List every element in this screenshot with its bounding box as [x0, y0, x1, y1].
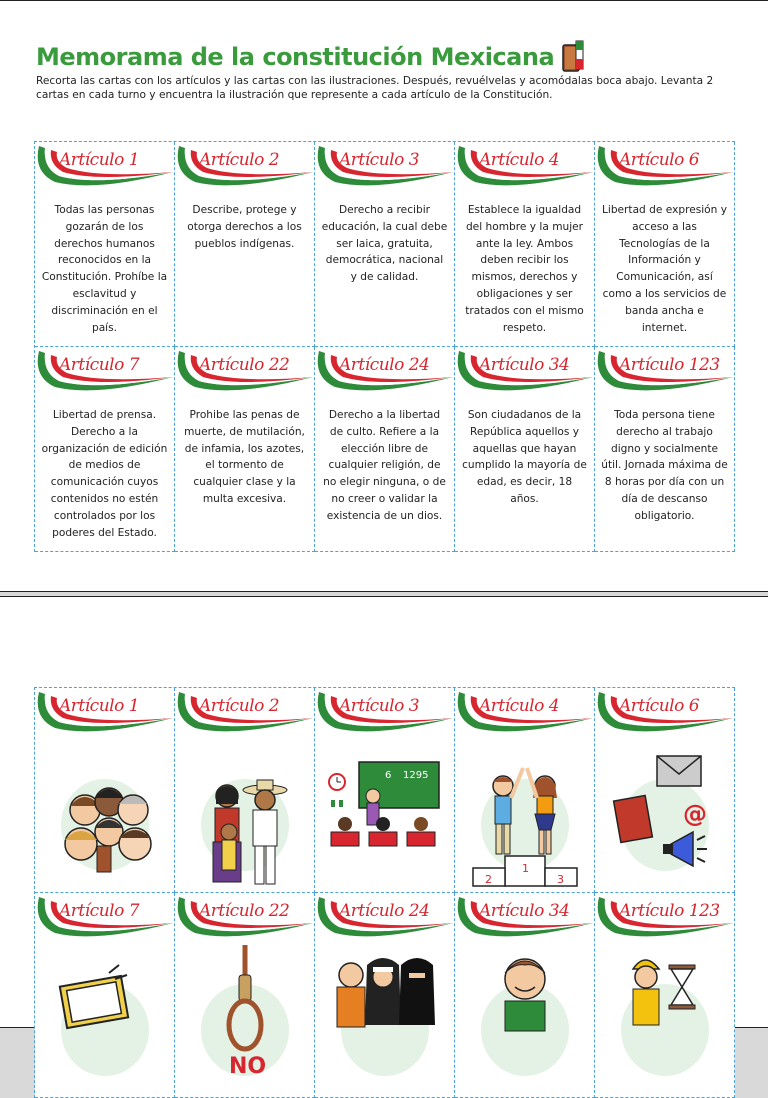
text-card[interactable]	[315, 347, 455, 552]
text-card[interactable]	[595, 142, 735, 347]
picture-card[interactable]	[175, 688, 315, 893]
article-label: Artículo 7	[59, 355, 140, 375]
article-label: Artículo 2	[199, 696, 280, 716]
picture-card[interactable]	[175, 893, 315, 1098]
article-text: Derecho a recibir educación, la cual debe ser laica, gratuita, democrática, nacional y de calidad.	[321, 204, 448, 284]
constitution-book-icon	[560, 39, 586, 75]
svg-text:2: 2	[485, 873, 492, 886]
svg-text:3: 3	[557, 873, 564, 886]
religious-people-icon	[329, 945, 441, 1095]
svg-text:6: 6	[385, 770, 392, 781]
text-card[interactable]	[35, 347, 175, 552]
instructions-text: Recorta las cartas con los artículos y las cartas con las ilustraciones. Después, revuélvelas y acomódalas boca abajo. Levanta 2 cartas en cada turno y encuentra la ilustración que represente a cada artículo de la Constitución.	[36, 75, 714, 101]
picture-card[interactable]	[35, 893, 175, 1098]
article-text: Todas las personas gozarán de los derechos humanos reconocidos en la Constitución. Prohíbe la esclavitud y discriminación en el país.	[41, 204, 168, 334]
article-text: Derecho a la libertad de culto. Refiere a la elección libre de cualquier religión, de no elegir ninguna, o de no creer o validar la existencia de un dios.	[323, 409, 446, 522]
text-card[interactable]	[175, 347, 315, 552]
text-card[interactable]	[315, 142, 455, 347]
article-text: Son ciudadanos de la República aquellos y aquellas que hayan cumplido la mayoría de edad, es decir, 18 años.	[462, 409, 587, 505]
article-label: Artículo 1	[59, 150, 140, 170]
television-icon	[49, 945, 161, 1095]
article-label: Artículo 22	[199, 355, 290, 375]
young-citizen-icon	[469, 945, 581, 1095]
diverse-people-group-icon	[49, 740, 161, 890]
article-label: Artículo 24	[339, 901, 430, 921]
text-card[interactable]	[595, 347, 735, 552]
picture-card-grid	[34, 687, 735, 1098]
classroom-teacher-icon	[329, 740, 441, 890]
title-row	[36, 39, 586, 75]
article-text: Prohibe las penas de muerte, de mutilación, de infamia, los azotes, el tormento de cualquier clase y la multa excesiva.	[184, 409, 305, 505]
picture-cards-page	[0, 596, 768, 1079]
picture-card[interactable]	[595, 893, 735, 1098]
article-label: Artículo 34	[479, 901, 570, 921]
article-label: Artículo 6	[619, 150, 700, 170]
text-card[interactable]	[455, 347, 595, 552]
text-card[interactable]	[175, 142, 315, 347]
article-label: Artículo 24	[339, 355, 430, 375]
picture-card[interactable]	[315, 893, 455, 1098]
picture-card[interactable]	[455, 893, 595, 1098]
article-label: Artículo 1	[59, 696, 140, 716]
article-text: Libertad de prensa. Derecho a la organización de edición de medios de comunicación cuyos contenidos no estén controlados por los poderes del Estado.	[41, 409, 168, 539]
text-card[interactable]	[455, 142, 595, 347]
article-text: Libertad de expresión y acceso a las Tecnologías de la Información y Comunicación, así como a los servicios de banda ancha e internet.	[601, 204, 728, 334]
picture-card[interactable]	[35, 688, 175, 893]
article-label: Artículo 3	[339, 150, 420, 170]
article-label: Artículo 4	[479, 696, 560, 716]
text-card[interactable]	[35, 142, 175, 347]
indigenous-family-icon	[189, 740, 301, 890]
picture-card[interactable]	[315, 688, 455, 893]
picture-card[interactable]	[455, 688, 595, 893]
svg-text:NO: NO	[229, 1054, 267, 1079]
page-title: Memorama de la constitución Mexicana	[36, 43, 555, 71]
article-label: Artículo 7	[59, 901, 140, 921]
man-woman-podium-icon	[469, 740, 581, 890]
noose-no-icon	[189, 945, 301, 1095]
article-label: Artículo 3	[339, 696, 420, 716]
picture-card[interactable]	[595, 688, 735, 893]
article-text: Establece la igualdad del hombre y la mujer ante la ley. Ambos deben recibir los mismos, derechos y obligaciones y ser tratados con el mismo respeto.	[465, 204, 584, 334]
article-label: Artículo 123	[619, 901, 720, 921]
worker-hourglass-icon	[609, 945, 721, 1095]
article-label: Artículo 123	[619, 355, 720, 375]
book-mail-megaphone-icon	[609, 740, 721, 890]
article-label: Artículo 34	[479, 355, 570, 375]
article-label: Artículo 22	[199, 901, 290, 921]
article-text: Toda persona tiene derecho al trabajo digno y socialmente útil. Jornada máxima de 8 horas por día con un día de descanso obligatorio.	[601, 409, 728, 522]
article-text: Describe, protege y otorga derechos a los pueblos indígenas.	[187, 204, 302, 250]
svg-text:1: 1	[522, 862, 529, 875]
article-label: Artículo 2	[199, 150, 280, 170]
article-label: Artículo 6	[619, 696, 700, 716]
text-card-grid	[34, 141, 735, 552]
svg-text:1295: 1295	[403, 770, 429, 781]
article-label: Artículo 4	[479, 150, 560, 170]
svg-text:@: @	[683, 800, 707, 828]
